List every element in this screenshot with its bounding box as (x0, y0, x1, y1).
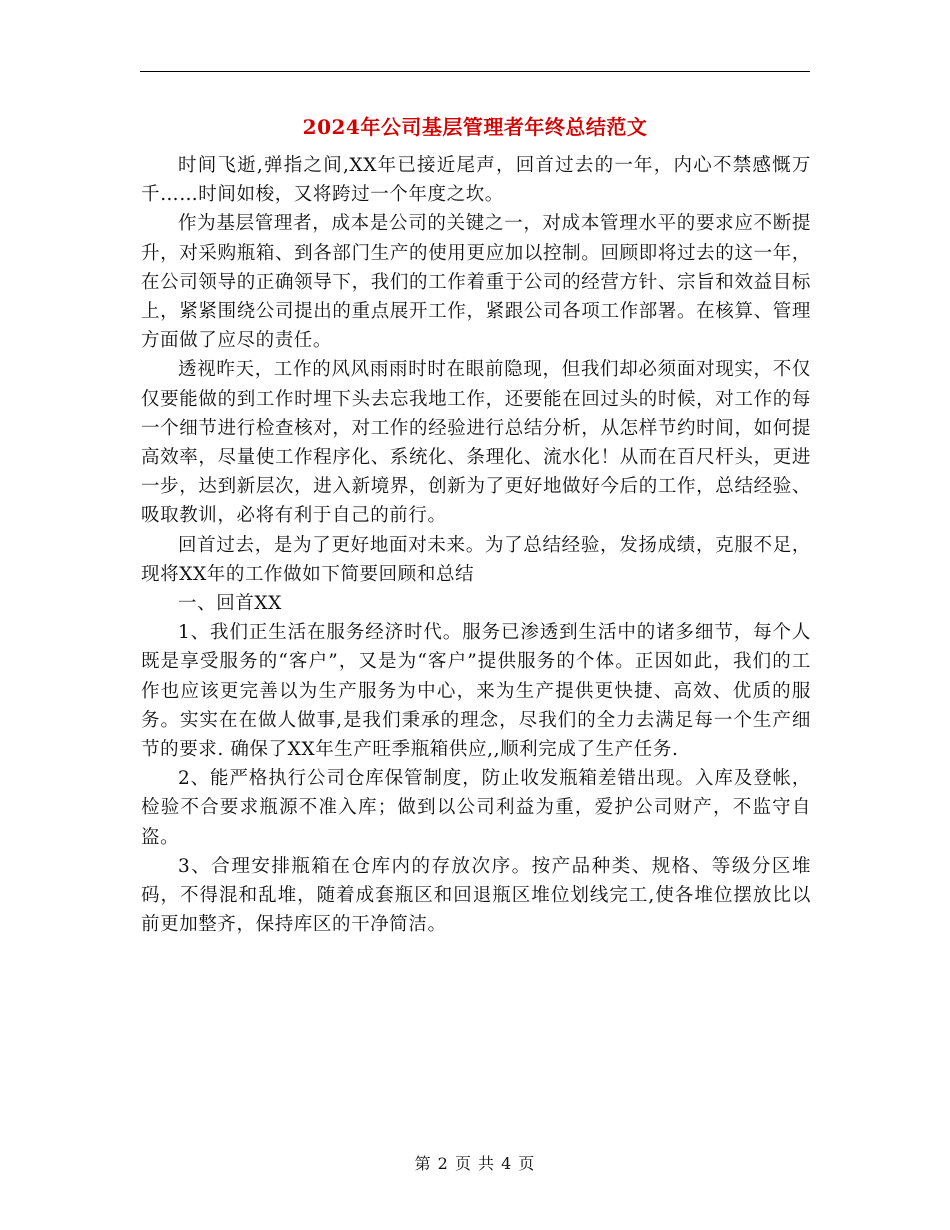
paragraph-item-2: 2、能严格执行公司仓库保管制度，防止收发瓶箱差错出现。入库及登帐，检验不合要求瓶源不准入库；做到以公司利益为重，爱护公司财产，不监守自盗。 (141, 768, 811, 848)
section-heading: 一、回首XX (178, 593, 282, 615)
document-title: 2024年公司基层管理者年终总结范文 (302, 115, 648, 139)
paragraph-item-1: 1、我们正生活在服务经济时代。服务已渗透到生活中的诸多细节，每个人既是享受服务的“客户”，又是为“客户”提供服务的个体。正因如此，我们的工作也应该更完善以为生产服务为中心，来为生产提供更快捷、高效、优质的服务。实实在在做人做事,是我们秉承的理念，尽我们的全力去满足每一个生产细节的要求. 确保了XX年生产旺季瓶箱供应,,顺利完成了生产任务. (141, 622, 811, 761)
page-number: 第 2 页 共 4 页 (414, 1154, 536, 1173)
document-body (141, 151, 811, 939)
paragraph-item-3: 3、合理安排瓶箱在仓库内的存放次序。按产品种类、规格、等级分区堆码，不得混和乱堆，随着成套瓶区和回退瓶区堆位划线完工,使各堆位摆放比以前更加整齐，保持库区的干净简洁。 (141, 855, 811, 936)
paragraph-review-intro: 回首过去，是为了更好地面对未来。为了总结经验，发扬成绩，克服不足，现将XX年的工作做如下简要回顾和总结 (141, 534, 811, 585)
paragraph-cost-management: 作为基层管理者，成本是公司的关键之一，对成本管理水平的要求应不断提升，对采购瓶箱、到各部门生产的使用更应加以控制。回顾即将过去的这一年，在公司领导的正确领导下，我们的工作着重于公司的经营方针、宗旨和效益目标上，紧紧围绕公司提出的重点展开工作，紧跟公司各项工作部署。在核算、管理方面做了应尽的责任。 (141, 213, 811, 352)
paragraph-reflection: 透视昨天，工作的风风雨雨时时在眼前隐现，但我们却必须面对现实，不仅仅要能做的到工作时埋下头去忘我地工作，还要能在回过头的时候，对工作的每一个细节进行检查核对，对工作的经验进行总结分析，从怎样节约时间，如何提高效率，尽量使工作程序化、系统化、条理化、流水化！从而在百尺杆头，更进一步，达到新层次，进入新境界，创新为了更好地做好今后的工作，总结经验、吸取教训，必将有利于自己的前行。 (141, 359, 811, 527)
header-rule (140, 71, 810, 72)
paragraph-intro: 时间飞逝,弹指之间,XX年已接近尾声，回首过去的一年，内心不禁感慨万千……时间如梭，又将跨过一个年度之坎。 (141, 155, 811, 206)
